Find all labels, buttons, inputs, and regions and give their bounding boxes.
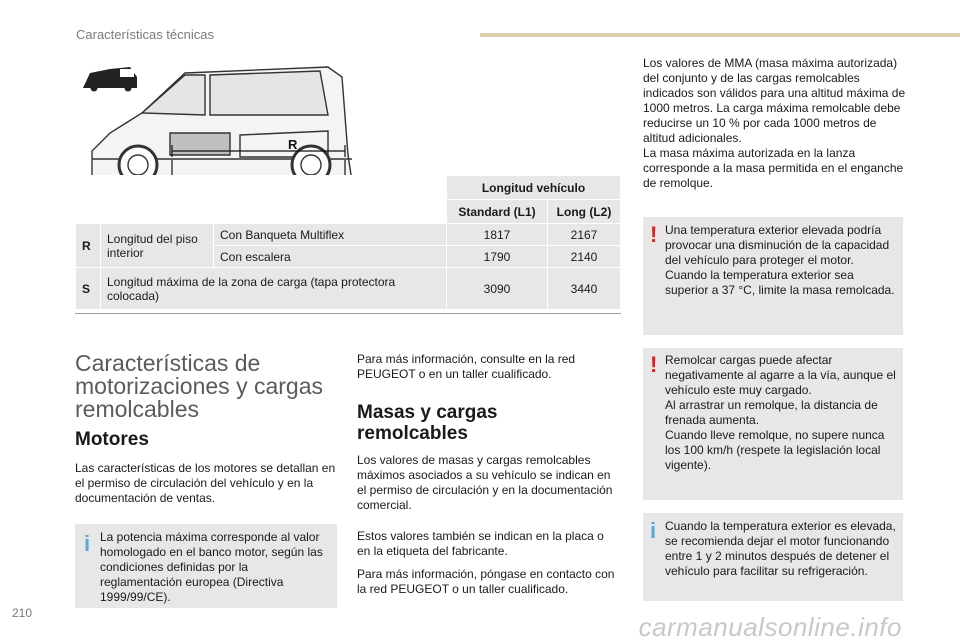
header-accent-bar (480, 33, 960, 37)
row-value-l2: 3440 (548, 268, 621, 310)
info-text: La potencia máxima corresponde al valor homologado en el banco motor, según las condiciones definidas por la reglamentación europea (Directiva 1999/99/CE). (100, 530, 323, 604)
lanza-text: La masa máxima autorizada en la lanza corresponde a la masa permitida en el enganche de remolque. (643, 146, 904, 190)
row-letter: R (76, 224, 101, 268)
towing-line-1: Remolcar cargas puede afectar negativamente al agarre a la vía, aunque el vehículo este muy cargado. (665, 353, 896, 397)
dimensions-table (75, 175, 621, 310)
table-col-standard: Standard (L1) (447, 200, 548, 224)
middle-paragraph-4: Para más información, póngase en contacto con la red PEUGEOT o un taller cualificado. (357, 567, 615, 596)
motores-text: Las características de los motores se detallan en el permiso de circulación del vehículo y en la documentación de ventas. (75, 461, 336, 505)
section-title: Características de motorizaciones y cargas remolcables (75, 350, 323, 422)
masas-heading: Masas y cargas remolcables (357, 402, 498, 444)
mma-text: Los valores de MMA (masa máxima autorizada) del conjunto y de las cargas remolcables indicados son válidos para una altitud máxima de 1000 metros. La carga máxima remolcable debe reducirse un 10 % por cada 1000 metros de altitud adicionales. (643, 56, 906, 145)
row-value-l1: 1790 (447, 246, 548, 268)
motores-heading: Motores (75, 429, 149, 450)
row-subtype: Con Banqueta Multiflex (214, 224, 447, 246)
table-row (76, 224, 621, 246)
row-description: Longitud del piso interior (101, 224, 214, 268)
row-value-l2: 2167 (548, 224, 621, 246)
van-icon (83, 67, 137, 92)
info-icon: i (650, 518, 657, 543)
warning-icon: ! (650, 352, 658, 377)
header-title: Características técnicas (76, 27, 214, 42)
row-value-l1: 3090 (447, 268, 548, 310)
right-paragraph (643, 56, 909, 191)
row-value-l1: 1817 (447, 224, 548, 246)
page-number: 210 (12, 606, 33, 620)
row-letter: S (76, 268, 101, 310)
middle-paragraph-1: Para más información, consulte en la red PEUGEOT o en un taller cualificado. (357, 352, 576, 381)
table-bottom-rule (75, 313, 621, 314)
row-subtype: Con escalera (214, 246, 447, 268)
watermark: carmanualsonline.info (638, 612, 902, 642)
middle-paragraph-2: Los valores de masas y cargas remolcables máximos asociados a su vehículo se indican en el permiso de circulación y en la documentación comercial. (357, 453, 613, 512)
warning-text-temperature: Una temperatura exterior elevada podría provocar una disminución de la capacidad del vehículo para proteger el motor. Cuando la temperatura exterior sea superior a 37 °C, limite la masa remolcada. (665, 223, 895, 297)
towing-line-3: Cuando lleve remolque, no supere nunca los 100 km/h (respete la legislación local vigente). (665, 428, 885, 472)
middle-paragraph-3: Estos valores también se indican en la placa o en la etiqueta del fabricante. (357, 529, 604, 558)
info-text-cooling: Cuando la temperatura exterior es elevada, se recomienda dejar el motor funcionando entre 1 y 2 minutos después de detener el vehículo para facilitar su refrigeración. (665, 519, 896, 578)
row-description: Longitud máxima de la zona de carga (tapa protectora colocada) (101, 268, 447, 310)
table-col-long: Long (L2) (548, 200, 621, 224)
row-value-l2: 2140 (548, 246, 621, 268)
warning-icon: ! (650, 222, 658, 247)
table-group-header: Longitud vehículo (447, 176, 621, 200)
towing-line-2: Al arrastrar un remolque, la distancia de frenada aumenta. (665, 398, 878, 427)
info-icon: i (84, 531, 91, 556)
table-row (76, 268, 621, 310)
label-r: R (288, 137, 298, 152)
warning-text-towing (665, 353, 897, 473)
